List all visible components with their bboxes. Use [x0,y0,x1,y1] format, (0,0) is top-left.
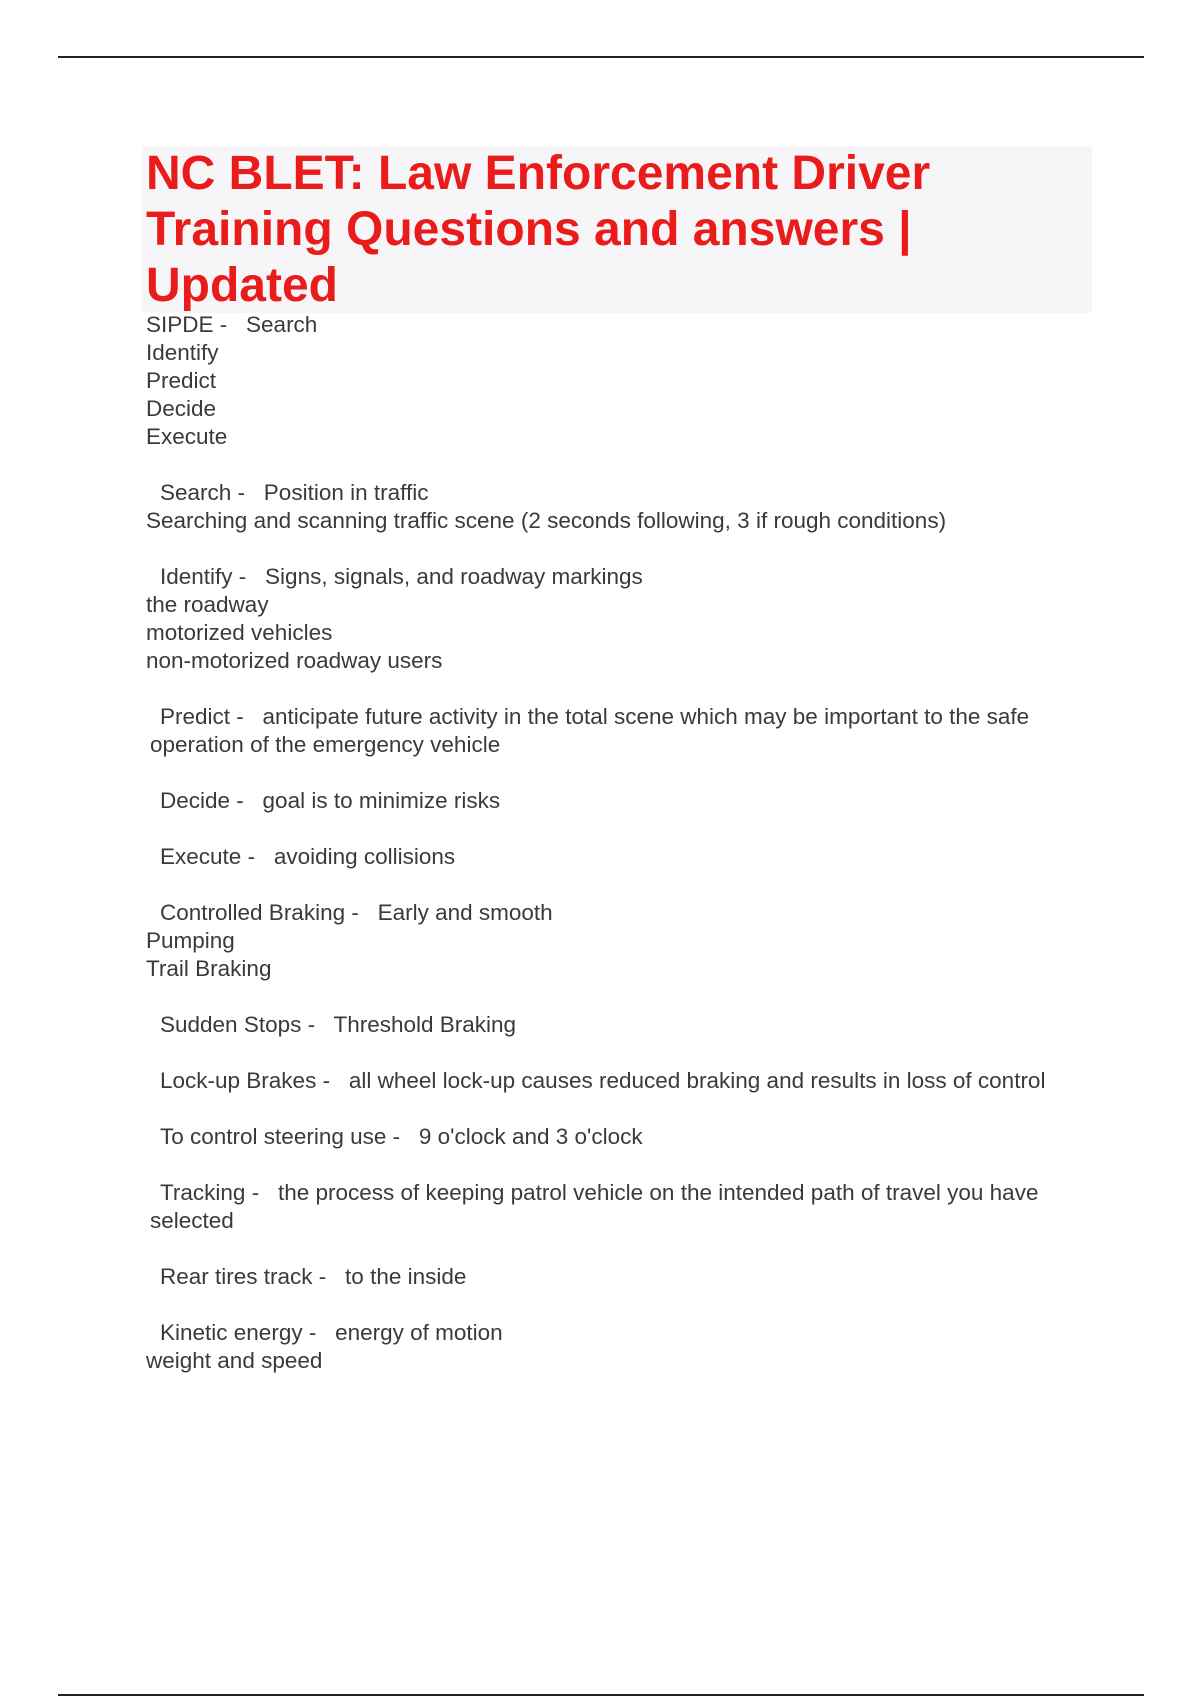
qa-extra-line: Searching and scanning traffic scene (2 seconds following, 3 if rough conditions) [146,508,947,533]
qa-entry-rear-tires: Rear tires track - to the inside [160,1264,467,1289]
qa-list [146,311,1096,1403]
qa-entry-steering: To control steering use - 9 o'clock and 3 o'clock [160,1124,643,1149]
qa-term: To control steering use [160,1124,387,1149]
qa-term: Search [160,480,232,505]
qa-term: Execute [160,844,242,869]
qa-answer: goal is to minimize risks [262,788,501,813]
qa-extra-line: Identify [146,340,219,365]
qa-term: Rear tires track [160,1264,313,1289]
qa-extra-line: Predict [146,368,217,393]
qa-term: Controlled Braking [160,900,346,925]
qa-term: Predict [160,704,231,729]
qa-answer: to the inside [345,1264,467,1289]
qa-answer: Threshold Braking [333,1012,517,1037]
qa-answer: Position in traffic [263,480,429,505]
qa-answer: 9 o'clock and 3 o'clock [418,1124,643,1149]
qa-answer: anticipate future activity in the total scene which may be important to the safe operation of the emergency vehicle [150,704,1036,757]
qa-term: Tracking [160,1180,246,1205]
qa-entry-search: Search - Position in traffic Searching and scanning traffic scene (2 seconds following, 3 if rough conditions) [146,479,1096,535]
qa-term: Kinetic energy [160,1320,303,1345]
qa-entry-identify: Identify - Signs, signals, and roadway markings the roadway motorized vehicles non-motorized roadway users [146,563,1096,675]
qa-answer: Early and smooth [377,900,553,925]
qa-entry-sudden-stops: Sudden Stops - Threshold Braking [160,1012,517,1037]
qa-extra-line: non-motorized roadway users [146,648,443,673]
qa-term: Lock-up Brakes [160,1068,317,1093]
qa-extra-line: Trail Braking [146,956,272,981]
qa-term: Sudden Stops [160,1012,302,1037]
qa-answer: avoiding collisions [273,844,456,869]
qa-answer: Signs, signals, and roadway markings [265,564,643,589]
qa-entry-controlled-braking: Controlled Braking - Early and smooth Pumping Trail Braking [146,899,1096,983]
qa-answer: all wheel lock-up causes reduced braking and results in loss of control [348,1068,1046,1093]
qa-extra-line: Pumping [146,928,235,953]
qa-term: Decide [160,788,231,813]
qa-term: Identify [160,564,233,589]
qa-entry-predict: Predict - anticipate future activity in the total scene which may be important to the safe operation of the emergency vehicle [150,704,1036,757]
qa-entry-kinetic-energy: Kinetic energy - energy of motion weight and speed [146,1319,1096,1375]
qa-extra-line: weight and speed [146,1348,323,1373]
qa-entry-sipde: SIPDE - Search Identify Predict Decide Execute [146,311,1096,451]
qa-answer: the process of keeping patrol vehicle on the intended path of travel you have selected [150,1180,1045,1233]
qa-extra-line: Decide [146,396,217,421]
qa-term: SIPDE [146,312,214,337]
qa-extra-line: Execute [146,424,228,449]
qa-answer: energy of motion [335,1320,503,1345]
qa-entry-execute: Execute - avoiding collisions [160,844,456,869]
footer-rule [58,1694,1144,1696]
qa-entry-lock-up-brakes: Lock-up Brakes - all wheel lock-up causes reduced braking and results in loss of control [160,1068,1046,1093]
title-banner [142,146,1092,313]
qa-extra-line: the roadway [146,592,269,617]
header-rule [58,56,1144,58]
document-title: NC BLET: Law Enforcement Driver Training Questions and answers | Updated [146,147,931,312]
qa-entry-tracking: Tracking - the process of keeping patrol vehicle on the intended path of travel you have selected [150,1180,1045,1233]
qa-extra-line: motorized vehicles [146,620,333,645]
qa-answer: Search [246,312,318,337]
qa-entry-decide: Decide - goal is to minimize risks [160,788,501,813]
